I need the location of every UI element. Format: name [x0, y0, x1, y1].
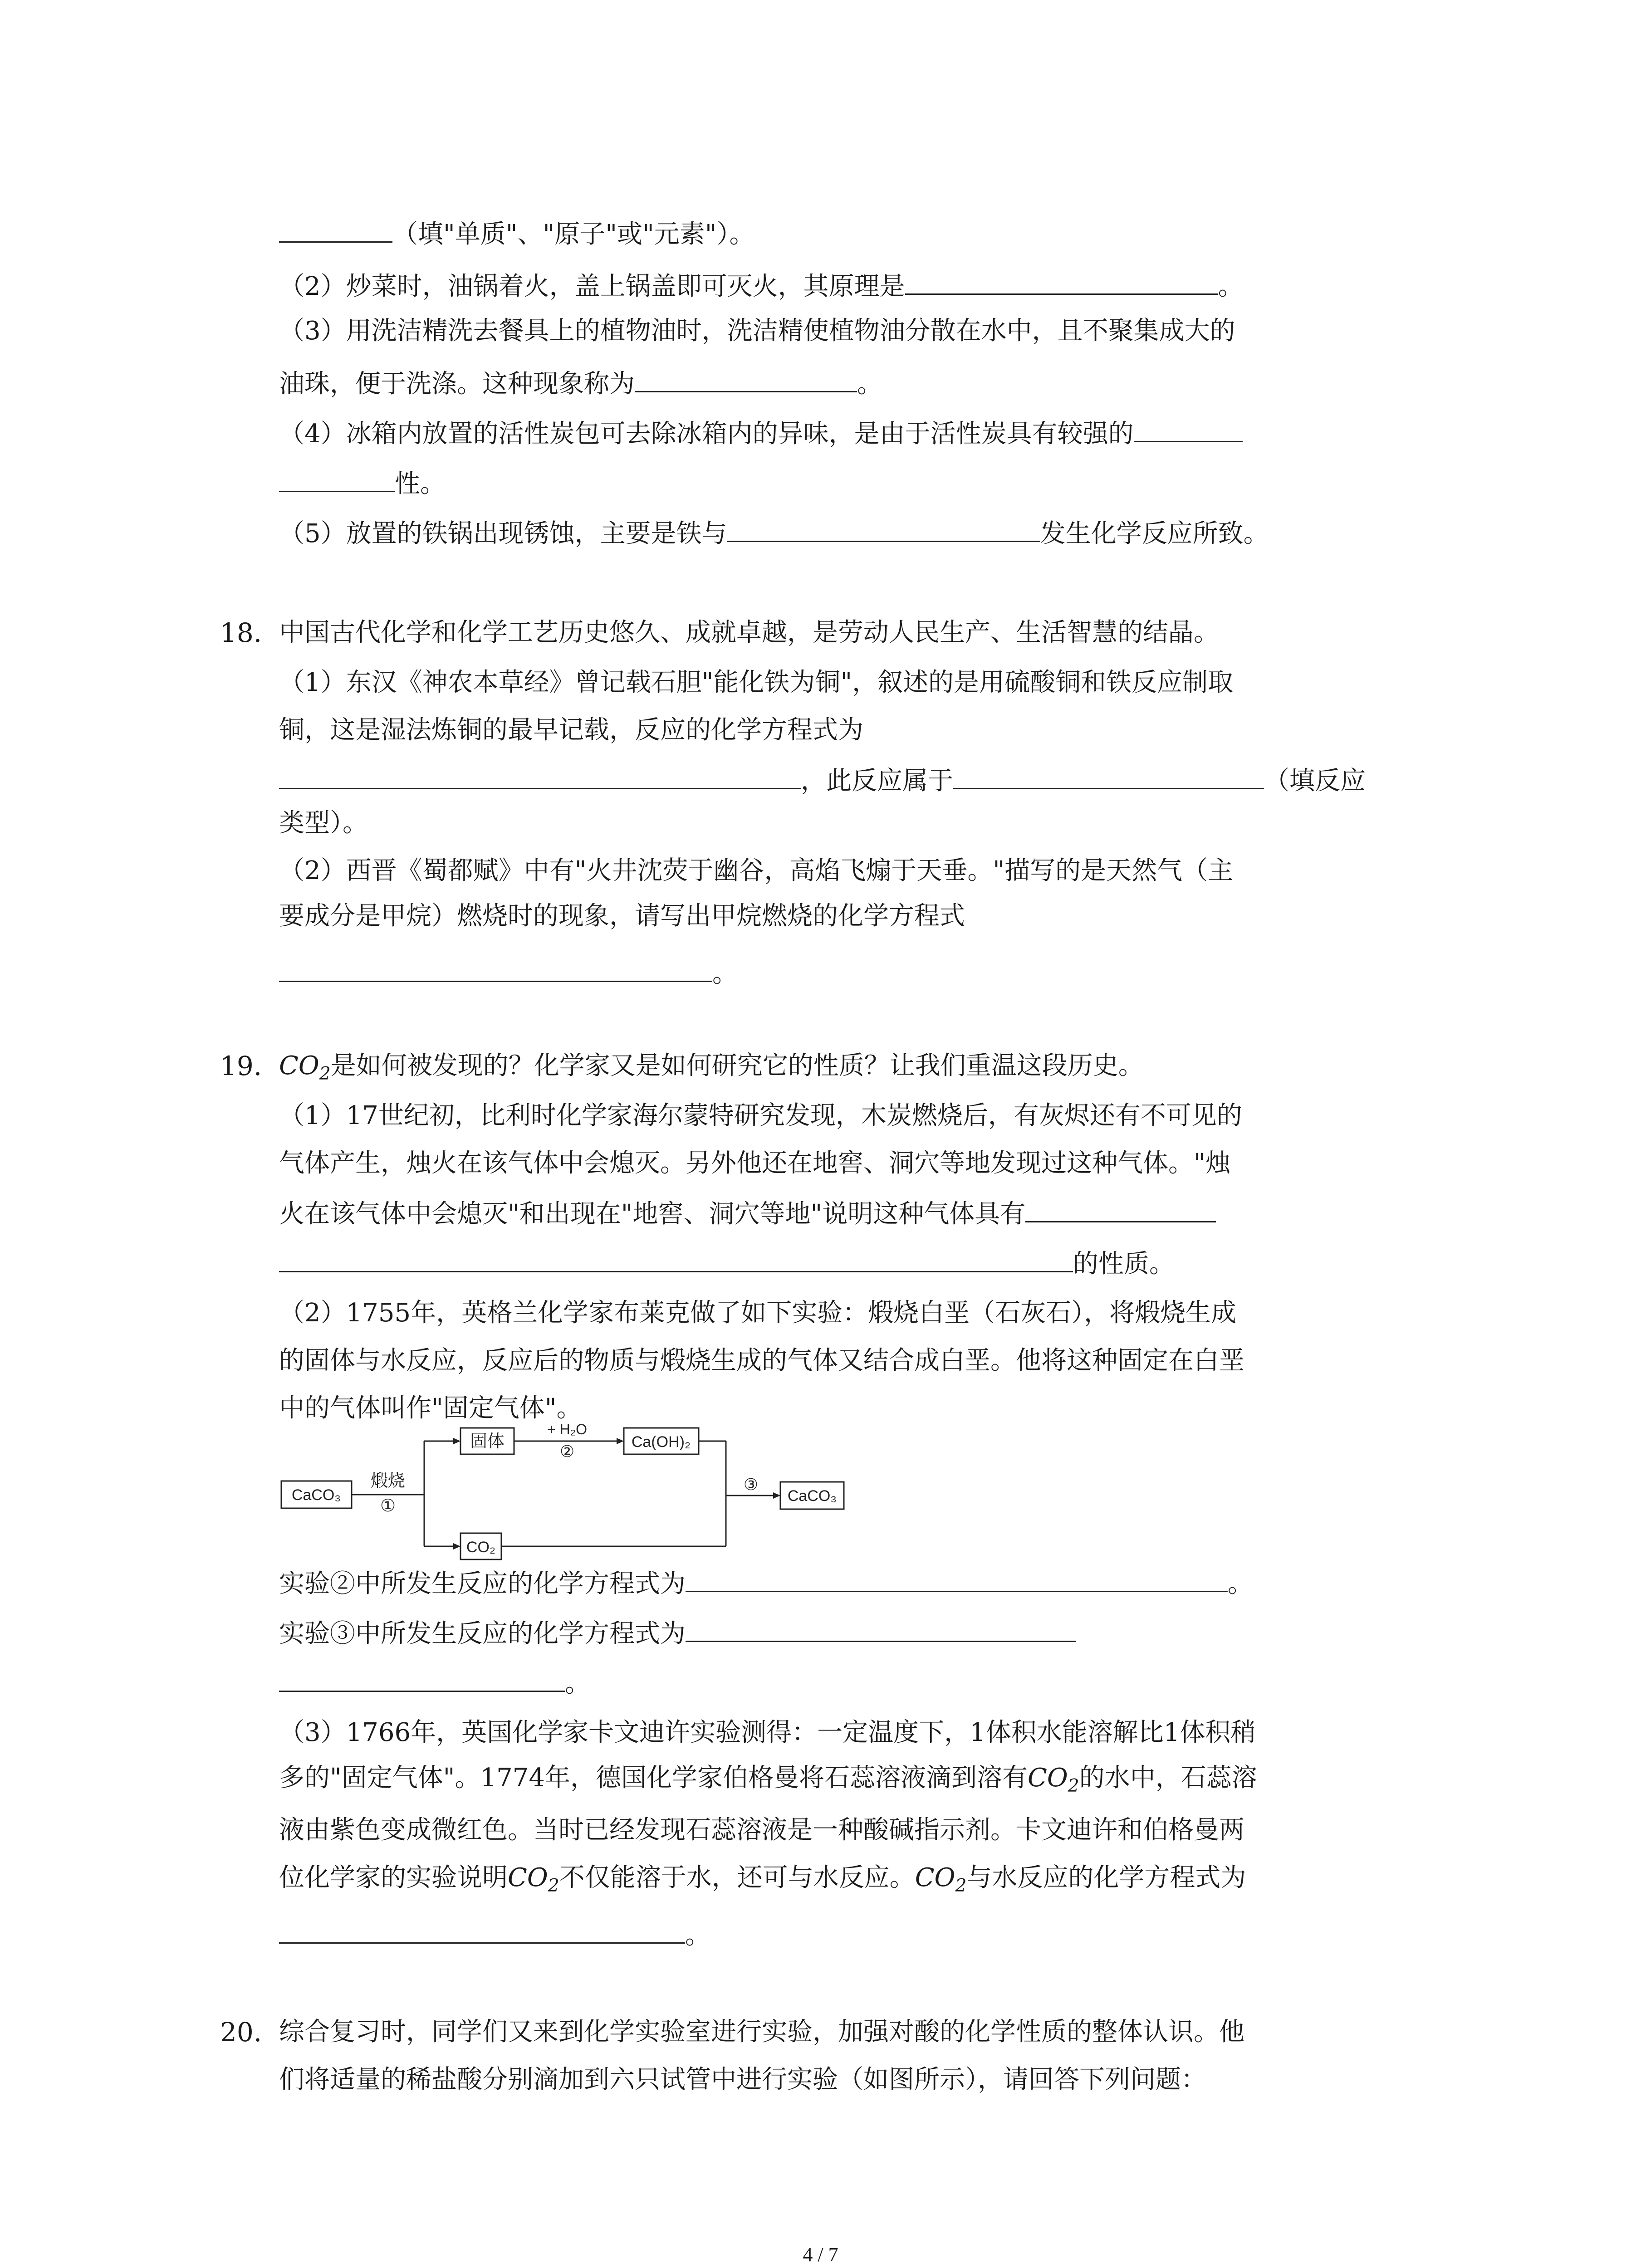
- q19-line-8: 中的气体叫作"固定气体"。: [279, 1393, 582, 1423]
- calcination-flow-diagram: [279, 1424, 860, 1569]
- answer-blank[interactable]: [279, 463, 395, 492]
- q19-text: 不仅能溶于水，还可与水反应。: [559, 1863, 915, 1892]
- q19-line-7: 的固体与水反应，反应后的物质与煅烧生成的气体又结合成白垩。他将这种固定在白垩: [279, 1346, 1244, 1375]
- q19-text: 位化学家的实验说明: [279, 1863, 508, 1892]
- q17-line-7: [279, 513, 1269, 552]
- q19-text: 的水中，石蕊溶: [1079, 1763, 1257, 1793]
- q19-text: 与水反应的化学方程式为: [966, 1863, 1246, 1892]
- flow-calcine-label: 煅烧: [370, 1471, 406, 1491]
- answer-blank[interactable]: [279, 1243, 1073, 1272]
- answer-blank[interactable]: [279, 213, 392, 243]
- co2-formula: $CO_2$: [915, 1863, 967, 1897]
- q19-line-4: [279, 1193, 1216, 1232]
- q17-line-4: 油珠，便于洗涤。这种现象称为 。: [279, 363, 882, 402]
- q17-text: （4）冰箱内放置的活性炭包可去除冰箱内的异味，是由于活性炭具有较强的: [279, 419, 1134, 449]
- flow-co2-label: CO₂: [466, 1539, 496, 1556]
- q18-line-6: （2）西晋《蜀都赋》中有"火井沈荧于幽谷，高焰飞煽于天垂。"描写的是天然气（主: [279, 856, 1234, 885]
- q20-line-1: 综合复习时，同学们又来到化学实验室进行实验，加强对酸的化学性质的整体认识。他: [279, 2017, 1244, 2047]
- flow-caoh2-label: Ca(OH)₂: [631, 1433, 691, 1451]
- flow-water-label: + H₂O: [547, 1424, 587, 1437]
- answer-blank[interactable]: [279, 1914, 685, 1944]
- answer-blank[interactable]: [279, 953, 712, 982]
- arrow-head: [773, 1492, 780, 1499]
- co2-formula: $CO_2$: [279, 1051, 331, 1085]
- q18-line-4: [279, 760, 1366, 799]
- q17-text: （2）炒菜时，油锅着火，盖上锅盖即可灭火，其原理是: [279, 272, 905, 301]
- answer-blank[interactable]: [279, 760, 801, 789]
- q19-number: 19.: [220, 1051, 262, 1081]
- q17-line-1: [279, 213, 755, 253]
- q19-text: 多的"固定气体"。1774年，德国化学家伯格曼将石蕊溶液滴到溶有: [279, 1763, 1028, 1793]
- answer-blank[interactable]: [905, 265, 1218, 295]
- q19-line-3: 气体产生，烛火在该气体中会熄灭。另外他还在地窖、洞穴等地发现过这种气体。"烛: [279, 1149, 1231, 1178]
- q17-text: 性。: [395, 469, 446, 499]
- q18-line-1: 中国古代化学和化学工艺历史悠久、成就卓越，是劳动人民生产、生活智慧的结晶。: [279, 618, 1219, 647]
- q19-line-9: 实验②中所发生反应的化学方程式为 。: [279, 1563, 1253, 1602]
- co2-formula: $CO_2$: [1028, 1763, 1079, 1797]
- answer-blank[interactable]: [279, 1662, 565, 1692]
- q17-line-6: [279, 463, 446, 502]
- page-number: 4 / 7: [803, 2244, 838, 2266]
- answer-blank[interactable]: [1134, 413, 1243, 442]
- q17-text: 发生化学反应所致。: [1040, 519, 1269, 548]
- q19-line-1: [279, 1048, 1144, 1092]
- q19-text: 实验③中所发生反应的化学方程式为: [279, 1619, 686, 1648]
- arrow-head: [453, 1438, 460, 1444]
- q19-line-5: [279, 1243, 1175, 1282]
- answer-blank[interactable]: [953, 760, 1264, 789]
- q19-text: 是如何被发现的？化学家又是如何研究它的性质？让我们重温这段历史。: [330, 1051, 1144, 1080]
- q19-text: 实验②中所发生反应的化学方程式为: [279, 1569, 686, 1598]
- flow-caco3-end-label: CaCO₃: [787, 1487, 837, 1505]
- arrow-head: [453, 1543, 460, 1549]
- answer-blank[interactable]: [686, 1563, 1228, 1592]
- q19-line-12: （3）1766年，英国化学家卡文迪许实验测得：一定温度下，1体积水能溶解比1体积稍: [279, 1718, 1256, 1747]
- q19-line-13: [279, 1760, 1257, 1804]
- q18-line-7: 要成分是甲烷）燃烧时的现象，请写出甲烷燃烧的化学方程式: [279, 901, 965, 931]
- q18-text: （填反应: [1264, 766, 1366, 796]
- flow-step2-label: ②: [559, 1442, 575, 1461]
- co2-formula: $CO_2$: [508, 1863, 559, 1897]
- q18-line-2: （1）东汉《神农本草经》曾记载石胆"能化铁为铜"，叙述的是用硫酸铜和铁反应制取: [279, 668, 1234, 697]
- answer-blank[interactable]: [727, 513, 1040, 542]
- q19-line-16: 。: [279, 1914, 710, 1954]
- q20-line-2: 们将适量的稀盐酸分别滴加到六只试管中进行实验（如图所示），请回答下列问题：: [279, 2065, 1206, 2094]
- q18-text: ，此反应属于: [801, 766, 953, 796]
- q19-line-10: [279, 1613, 1076, 1652]
- q19-line-15: [279, 1860, 1246, 1904]
- answer-blank[interactable]: [635, 363, 857, 392]
- q17-text: （5）放置的铁锅出现锈蚀，主要是铁与: [279, 519, 727, 548]
- flow-solid-label: 固体: [470, 1432, 505, 1451]
- q17-text: 油珠，便于洗涤。这种现象称为: [279, 369, 635, 399]
- q19-line-14: 液由紫色变成微红色。当时已经发现石蕊溶液是一种酸碱指示剂。卡文迪许和伯格曼两: [279, 1815, 1244, 1845]
- arrow-head: [617, 1438, 624, 1444]
- q17-line-5: [279, 413, 1243, 452]
- q19-line-2: （1）17世纪初，比利时化学家海尔蒙特研究发现，木炭燃烧后，有灰烬还有不可见的: [279, 1101, 1242, 1130]
- flow-caco3-label: CaCO₃: [291, 1486, 341, 1504]
- answer-blank[interactable]: [1025, 1193, 1216, 1222]
- q17-line-2: （2）炒菜时，油锅着火，盖上锅盖即可灭火，其原理是 。: [279, 265, 1244, 305]
- q17-line-3: （3）用洗洁精洗去餐具上的植物油时，洗洁精使植物油分散在水中，且不聚集成大的: [279, 316, 1235, 346]
- q19-line-6: （2）1755年，英格兰化学家布莱克做了如下实验：煅烧白垩（石灰石），将煅烧生成: [279, 1298, 1237, 1328]
- q20-number: 20.: [220, 2017, 262, 2048]
- q17-text: （填"单质"、"原子"或"元素"）。: [392, 220, 755, 249]
- q19-text: 火在该气体中会熄灭"和出现在"地窖、洞穴等地"说明这种气体具有: [279, 1199, 1026, 1229]
- q18-number: 18.: [220, 617, 262, 648]
- q19-line-11: 。: [279, 1662, 590, 1702]
- flow-step3-label: ③: [743, 1475, 759, 1494]
- q19-text: 的性质。: [1073, 1249, 1175, 1279]
- q18-line-8: 。: [279, 953, 738, 992]
- answer-blank[interactable]: [686, 1613, 1076, 1642]
- q18-line-3: 铜，这是湿法炼铜的最早记载，反应的化学方程式为: [279, 715, 863, 745]
- q18-line-5: 类型）。: [279, 808, 368, 838]
- flow-step1-label: ①: [380, 1496, 396, 1515]
